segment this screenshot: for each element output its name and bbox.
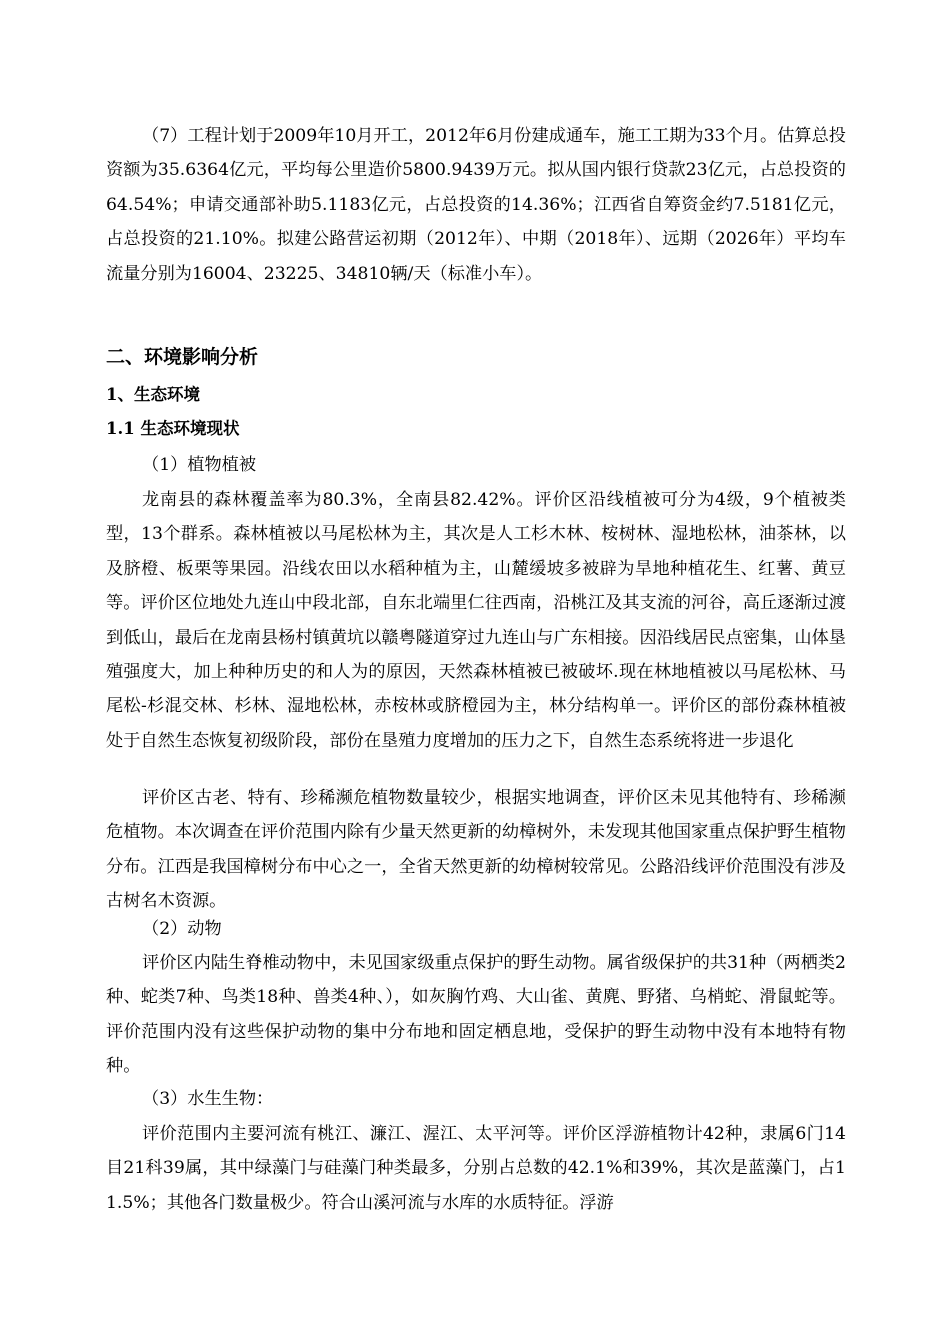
plants-heading: （1）植物植被	[142, 455, 257, 475]
subsubsection-title: 1.1 生态环境现状	[106, 419, 240, 438]
animals-paragraph: 评价区内陆生脊椎动物中，未见国家级重点保护的野生动物。属省级保护的共31种（两栖类2种、蛇类7种、鸟类18种、兽类4种、），如灰胸竹鸡、大山雀、黄麂、野猪、乌梢蛇、滑鼠蛇等。评价范围内没有这些保护动物的集中分布地和固定栖息地，受保护的野生动物中没有本地特有物种。	[106, 953, 846, 1077]
animals-heading: （2）动物	[142, 919, 222, 939]
plants-paragraph-2: 评价区古老、特有、珍稀濒危植物数量较少，根据实地调查，评价区未见其他特有、珍稀濒危植物。本次调查在评价范围内除有少量天然更新的幼樟树外，未发现其他国家重点保护野生植物分布。江西是我国樟树分布中心之一，全省天然更新的幼樟树较常见。公路沿线评价范围没有涉及古树名木资源。	[106, 788, 846, 912]
subsection-title: 1、生态环境	[106, 385, 200, 404]
section-title: 二、环境影响分析	[106, 346, 259, 368]
aquatic-paragraph: 评价范围内主要河流有桃江、濂江、渥江、太平河等。评价区浮游植物计42种，隶属6门14目21科39属，其中绿藻门与硅藻门种类最多，分别占总数的42.1%和39%，其次是蓝藻门，占11.5%；其他各门数量极少。符合山溪河流与水库的水质特征。浮游	[106, 1124, 846, 1213]
aquatic-heading: （3）水生生物：	[142, 1089, 274, 1109]
plants-paragraph-1: 龙南县的森林覆盖率为80.3%，全南县82.42%。评价区沿线植被可分为4级，9个植被类型，13个群系。森林植被以马尾松林为主，其次是人工杉木林、桉树林、湿地松林，油茶林，以及脐橙、板栗等果园。沿线农田以水稻种植为主，山麓缓坡多被辟为旱地种植花生、红薯、黄豆等。评价区位地处九连山中段北部，自东北端里仁往西南，沿桃江及其支流的河谷，高丘逐渐过渡到低山，最后在龙南县杨村镇黄坑以赣粤隧道穿过九连山与广东相接。因沿线居民点密集，山体垦殖强度大，加上种种历史的和人为的原因，天然森林植被已被破坏.现在林地植被以马尾松林、马尾松-杉混交林、杉林、湿地松林，赤桉林或脐橙园为主，林分结构单一。评价区的部份森林植被处于自然生态恢复初级阶段，部份在垦殖力度增加的压力之下，自然生态系统将进一步退化	[106, 490, 846, 751]
project-schedule-paragraph: （7）工程计划于2009年10月开工，2012年6月份建成通车，施工工期为33个月。估算总投资额为35.6364亿元，平均每公里造价5800.9439万元。拟从国内银行贷款23亿元，占总投资的64.54%；申请交通部补助5.1183亿元，占总投资的14.36%；江西省自筹资金约7.5181亿元，占总投资的21.10%。拟建公路营运初期（2012年）、中期（2018年）、远期（2026年）平均车流量分别为16004、23225、34810辆/天（标准小车）。	[106, 126, 846, 284]
